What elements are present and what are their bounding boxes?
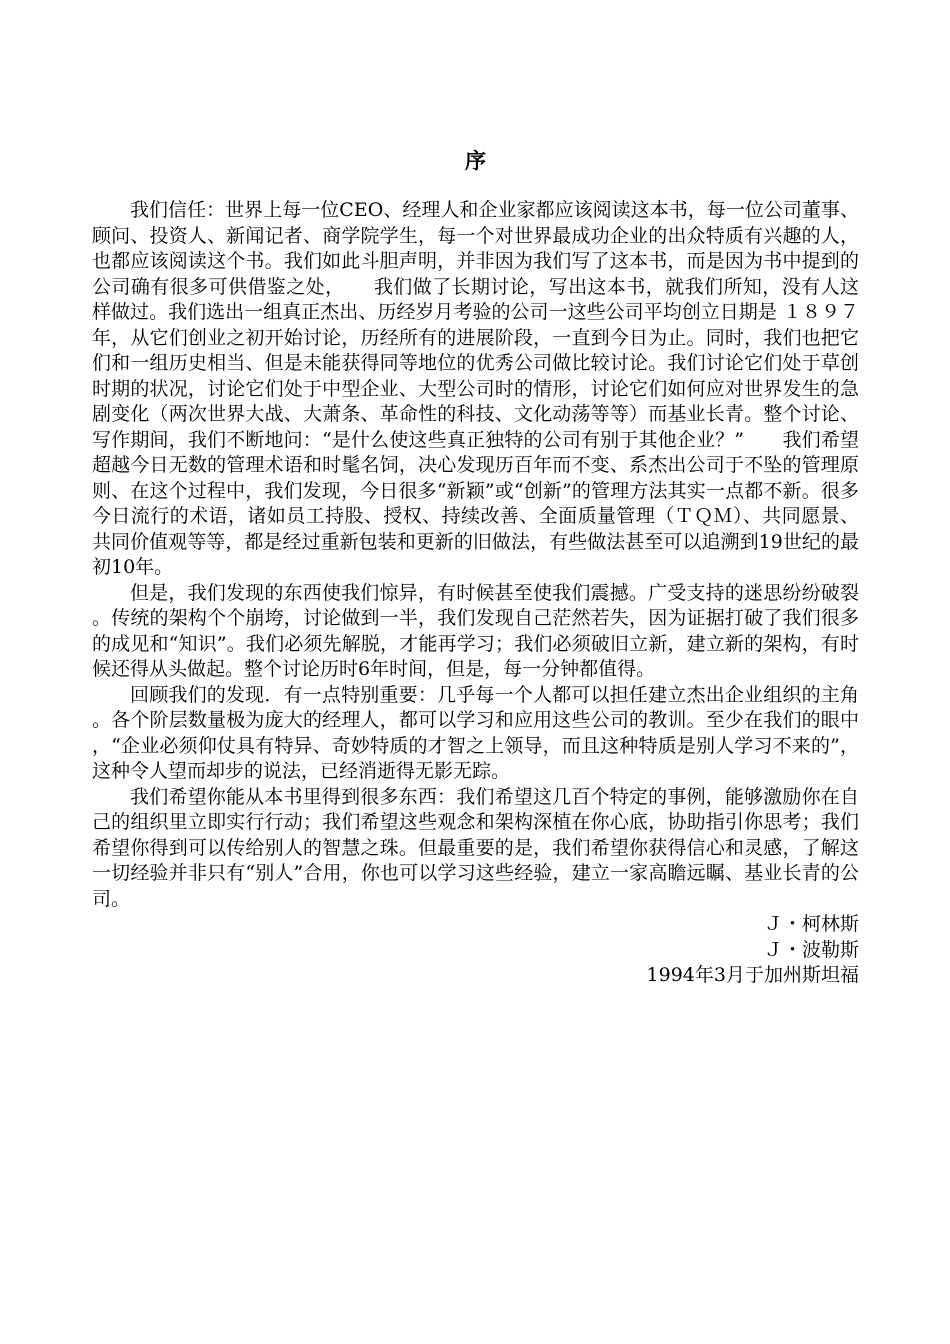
signature-block: [92, 912, 859, 989]
paragraph-2: 但是，我们发现的东西使我们惊异，有时候甚至使我们震撼。广受支持的迷思纷纷破裂。传统的架构个个崩垮，讨论做到一半，我们发现自己茫然若失，因为证据打破了我们很多的成见和“知识”。我们必须先解脱，才能再学习；我们必须破旧立新，建立新的架构，有时候还得从头做起。整个讨论历时6年时间，但是，每一分钟都值得。: [92, 581, 859, 680]
paragraph-4: 我们希望你能从本书里得到很多东西：我们希望这几百个特定的事例，能够激励你在自己的组织里立即实行行动；我们希望这些观念和架构深植在你心底，协助指引你思考；我们希望你得到可以传给别人的智慧之珠。但最重要的是，我们希望你获得信心和灵感，了解这一切经验并非只有“别人”合用，你也可以学习这些经验，建立一家高瞻远瞩、基业长青的公司。: [92, 785, 859, 910]
preface-body: [92, 198, 859, 989]
document-page: [92, 0, 859, 1344]
date-place: 1994年3月于加州斯坦福: [646, 964, 859, 986]
author-porras: Ｊ・波勒斯: [763, 938, 859, 961]
paragraph-3: 回顾我们的发现．有一点特别重要：几乎每一个人都可以担任建立杰出企业组织的主角。各个阶层数量极为庞大的经理人，都可以学习和应用这些公司的教训。至少在我们的眼中，“企业必须仰仗具有特异、奇妙特质的才智之上领导，而且这种特质是别人学习不来的”，这种令人望而却步的说法，已经消逝得无影无踪。: [92, 683, 859, 782]
page-title: 序: [465, 148, 486, 173]
author-collins: Ｊ・柯林斯: [763, 913, 859, 935]
paragraph-1: 我们信任：世界上每一位CEO、经理人和企业家都应该阅读这本书，每一位公司董事、顾问、投资人、新闻记者、商学院学生，每一个对世界最成功企业的出众特质有兴趣的人，也都应该阅读这个书。我们如此斗胆声明，并非因为我们写了这本书，而是因为书中提到的公司确有很多可供借鉴之处， 我们做了长期讨论，写出这本书，就我们所知，没有人这样做过。我们选出一组真正杰出、历经岁月考验的公司一这些公司平均创立日期是 １８９７年，从它们创业之初开始讨论，历经所有的进展阶段，一直到今日为止。同时，我们也把它们和一组历史相当、但是未能获得同等地位的优秀公司做比较讨论。我们讨论它们处于草创时期的状况，讨论它们处于中型企业、大型公司时的情形，讨论它们如何应对世界发生的急剧变化（两次世界大战、大萧条、革命性的科技、文化动荡等等）而基业长青。整个讨论、写作期间，我们不断地问：“是什么使这些真正独特的公司有别于其他企业？” 我们希望超越今日无数的管理术语和时髦名饲，决心发现历百年而不变、系杰出公司于不坠的管理原则、在这个过程中，我们发现，今日很多“新颖”或“创新”的管理方法其实一点都不新。很多今日流行的术语，诸如员工持股、授权、持续改善、全面质量管理（ＴＱＭ）、共同愿景、共同价值观等等，都是经过重新包装和更新的旧做法，有些做法甚至可以追溯到19世纪的最初10年。: [92, 199, 859, 578]
